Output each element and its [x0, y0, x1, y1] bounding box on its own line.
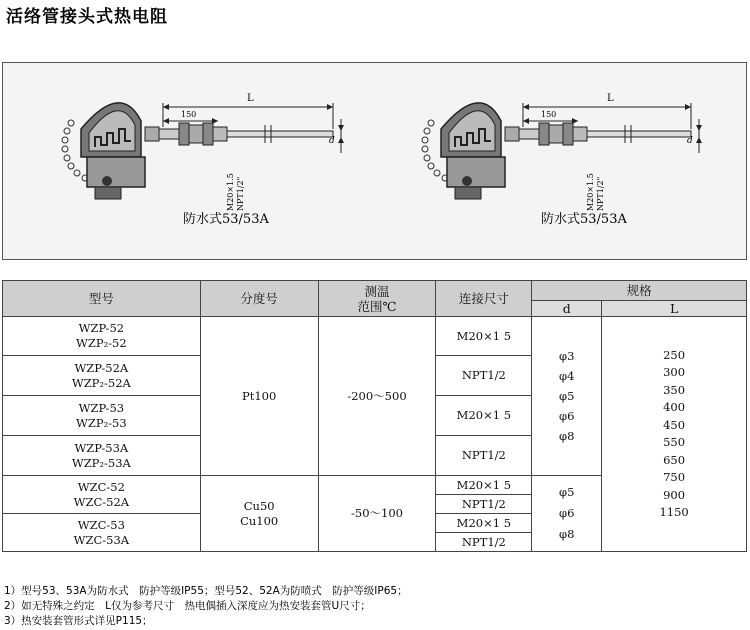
- model-cell: [3, 356, 201, 396]
- L-value: 1150: [659, 505, 689, 519]
- graduation-cu50: Cu50: [243, 498, 275, 513]
- model-cell: [3, 317, 201, 356]
- connection-cell: M20×1 5: [436, 396, 532, 436]
- L-value: 250: [663, 347, 686, 362]
- connection-cell: M20×1 5: [436, 476, 532, 495]
- header-connection: 连接尺寸: [436, 281, 532, 317]
- connection-cell: NPT1/2: [436, 356, 532, 396]
- model-name: WZP₂-53A: [71, 455, 131, 470]
- graduation-cu: [200, 476, 318, 552]
- model-cell: [3, 396, 201, 436]
- diameter-label: d: [687, 136, 693, 146]
- model-name: WZP₂-53: [76, 415, 127, 430]
- sensor-drawing-2: [353, 63, 745, 259]
- temp-range-cu: -50～100: [318, 476, 436, 552]
- footnote: 3）热安装套管形式详见P115；: [4, 615, 153, 627]
- L-value: 400: [663, 400, 686, 414]
- d-value: φ4: [559, 369, 575, 383]
- sensor-drawing-1: [3, 63, 375, 259]
- d-group-2: [532, 476, 602, 552]
- L-value: 550: [663, 435, 686, 449]
- d-value: φ5: [559, 485, 575, 499]
- dimension-150-label: 150: [181, 110, 197, 119]
- header-model: 型号: [3, 281, 201, 317]
- header-graduation: 分度号: [200, 281, 318, 317]
- connection-cell: NPT1/2: [436, 533, 532, 552]
- dimension-150-label: 150: [541, 110, 557, 119]
- connection-cell: NPT1/2: [436, 495, 532, 514]
- d-value: φ6: [559, 506, 575, 520]
- figure-caption: 防水式53/53A: [541, 212, 627, 227]
- d-group-1: [532, 317, 602, 476]
- model-cell: [3, 436, 201, 476]
- footnote: 1）型号53、53A为防水式 防护等级IP55；型号52、52A为防喷式 防护等级IP65；: [4, 585, 408, 597]
- header-spec: 规格: [532, 281, 747, 301]
- connection-cell: M20×1 5: [436, 514, 532, 533]
- figure-caption: 防水式53/53A: [183, 212, 269, 227]
- L-values: [602, 317, 747, 552]
- L-value: 300: [663, 365, 686, 379]
- length-label: L: [607, 93, 614, 104]
- graduation-pt: Pt100: [200, 317, 318, 476]
- L-value: 350: [663, 382, 686, 397]
- model-name: WZC-53A: [73, 532, 130, 547]
- model-name: WZP-53A: [74, 440, 129, 455]
- thread-label: M20×1.5: [226, 173, 235, 211]
- L-value: 750: [663, 470, 686, 484]
- spec-table: [2, 280, 747, 552]
- model-name: WZP-52A: [74, 360, 129, 375]
- npt-label: NPT1/2": [596, 176, 605, 211]
- sensor-diagram-2: [353, 63, 745, 259]
- model-cell: [3, 514, 201, 552]
- sensor-diagram-1: [3, 63, 375, 259]
- graduation-cu100: Cu100: [240, 513, 279, 528]
- model-name: WZC-53: [77, 517, 125, 532]
- temp-range-pt: -200～500: [318, 317, 436, 476]
- header-temp-line2: 范围℃: [357, 298, 397, 314]
- header-temp-range: [318, 281, 436, 317]
- npt-label: NPT1/2": [236, 176, 245, 211]
- connection-cell: NPT1/2: [436, 436, 532, 476]
- L-value: 900: [663, 487, 686, 502]
- footnotes: [4, 584, 408, 629]
- d-value: φ6: [559, 409, 575, 423]
- footnote: 2）如无特殊之约定 L仅为参考尺寸 热电偶插入深度应为热安装套管U尺寸；: [4, 600, 371, 612]
- L-value: 650: [663, 452, 686, 467]
- model-name: WZP-53: [78, 400, 125, 415]
- L-value: 450: [663, 417, 686, 432]
- page-title: 活络管接头式热电阻: [6, 7, 168, 27]
- model-name: WZP₂-52A: [71, 375, 131, 390]
- header-L: L: [602, 301, 747, 317]
- model-cell: [3, 476, 201, 514]
- length-label: L: [247, 93, 254, 104]
- model-name: WZC-52A: [73, 494, 130, 509]
- model-name: WZP₂-52: [76, 336, 127, 350]
- model-name: WZP-52: [78, 321, 125, 335]
- diameter-label: d: [329, 136, 335, 146]
- connection-cell: M20×1 5: [436, 317, 532, 356]
- d-value: φ8: [559, 527, 575, 541]
- header-d: d: [532, 301, 602, 317]
- thread-label: M20×1.5: [586, 173, 595, 211]
- model-name: WZC-52: [77, 479, 125, 494]
- d-value: φ3: [559, 349, 575, 363]
- header-temp-line1: 测温: [364, 283, 390, 299]
- diagram-panel: [2, 62, 747, 260]
- d-value: φ8: [559, 429, 575, 443]
- d-value: φ5: [559, 389, 575, 403]
